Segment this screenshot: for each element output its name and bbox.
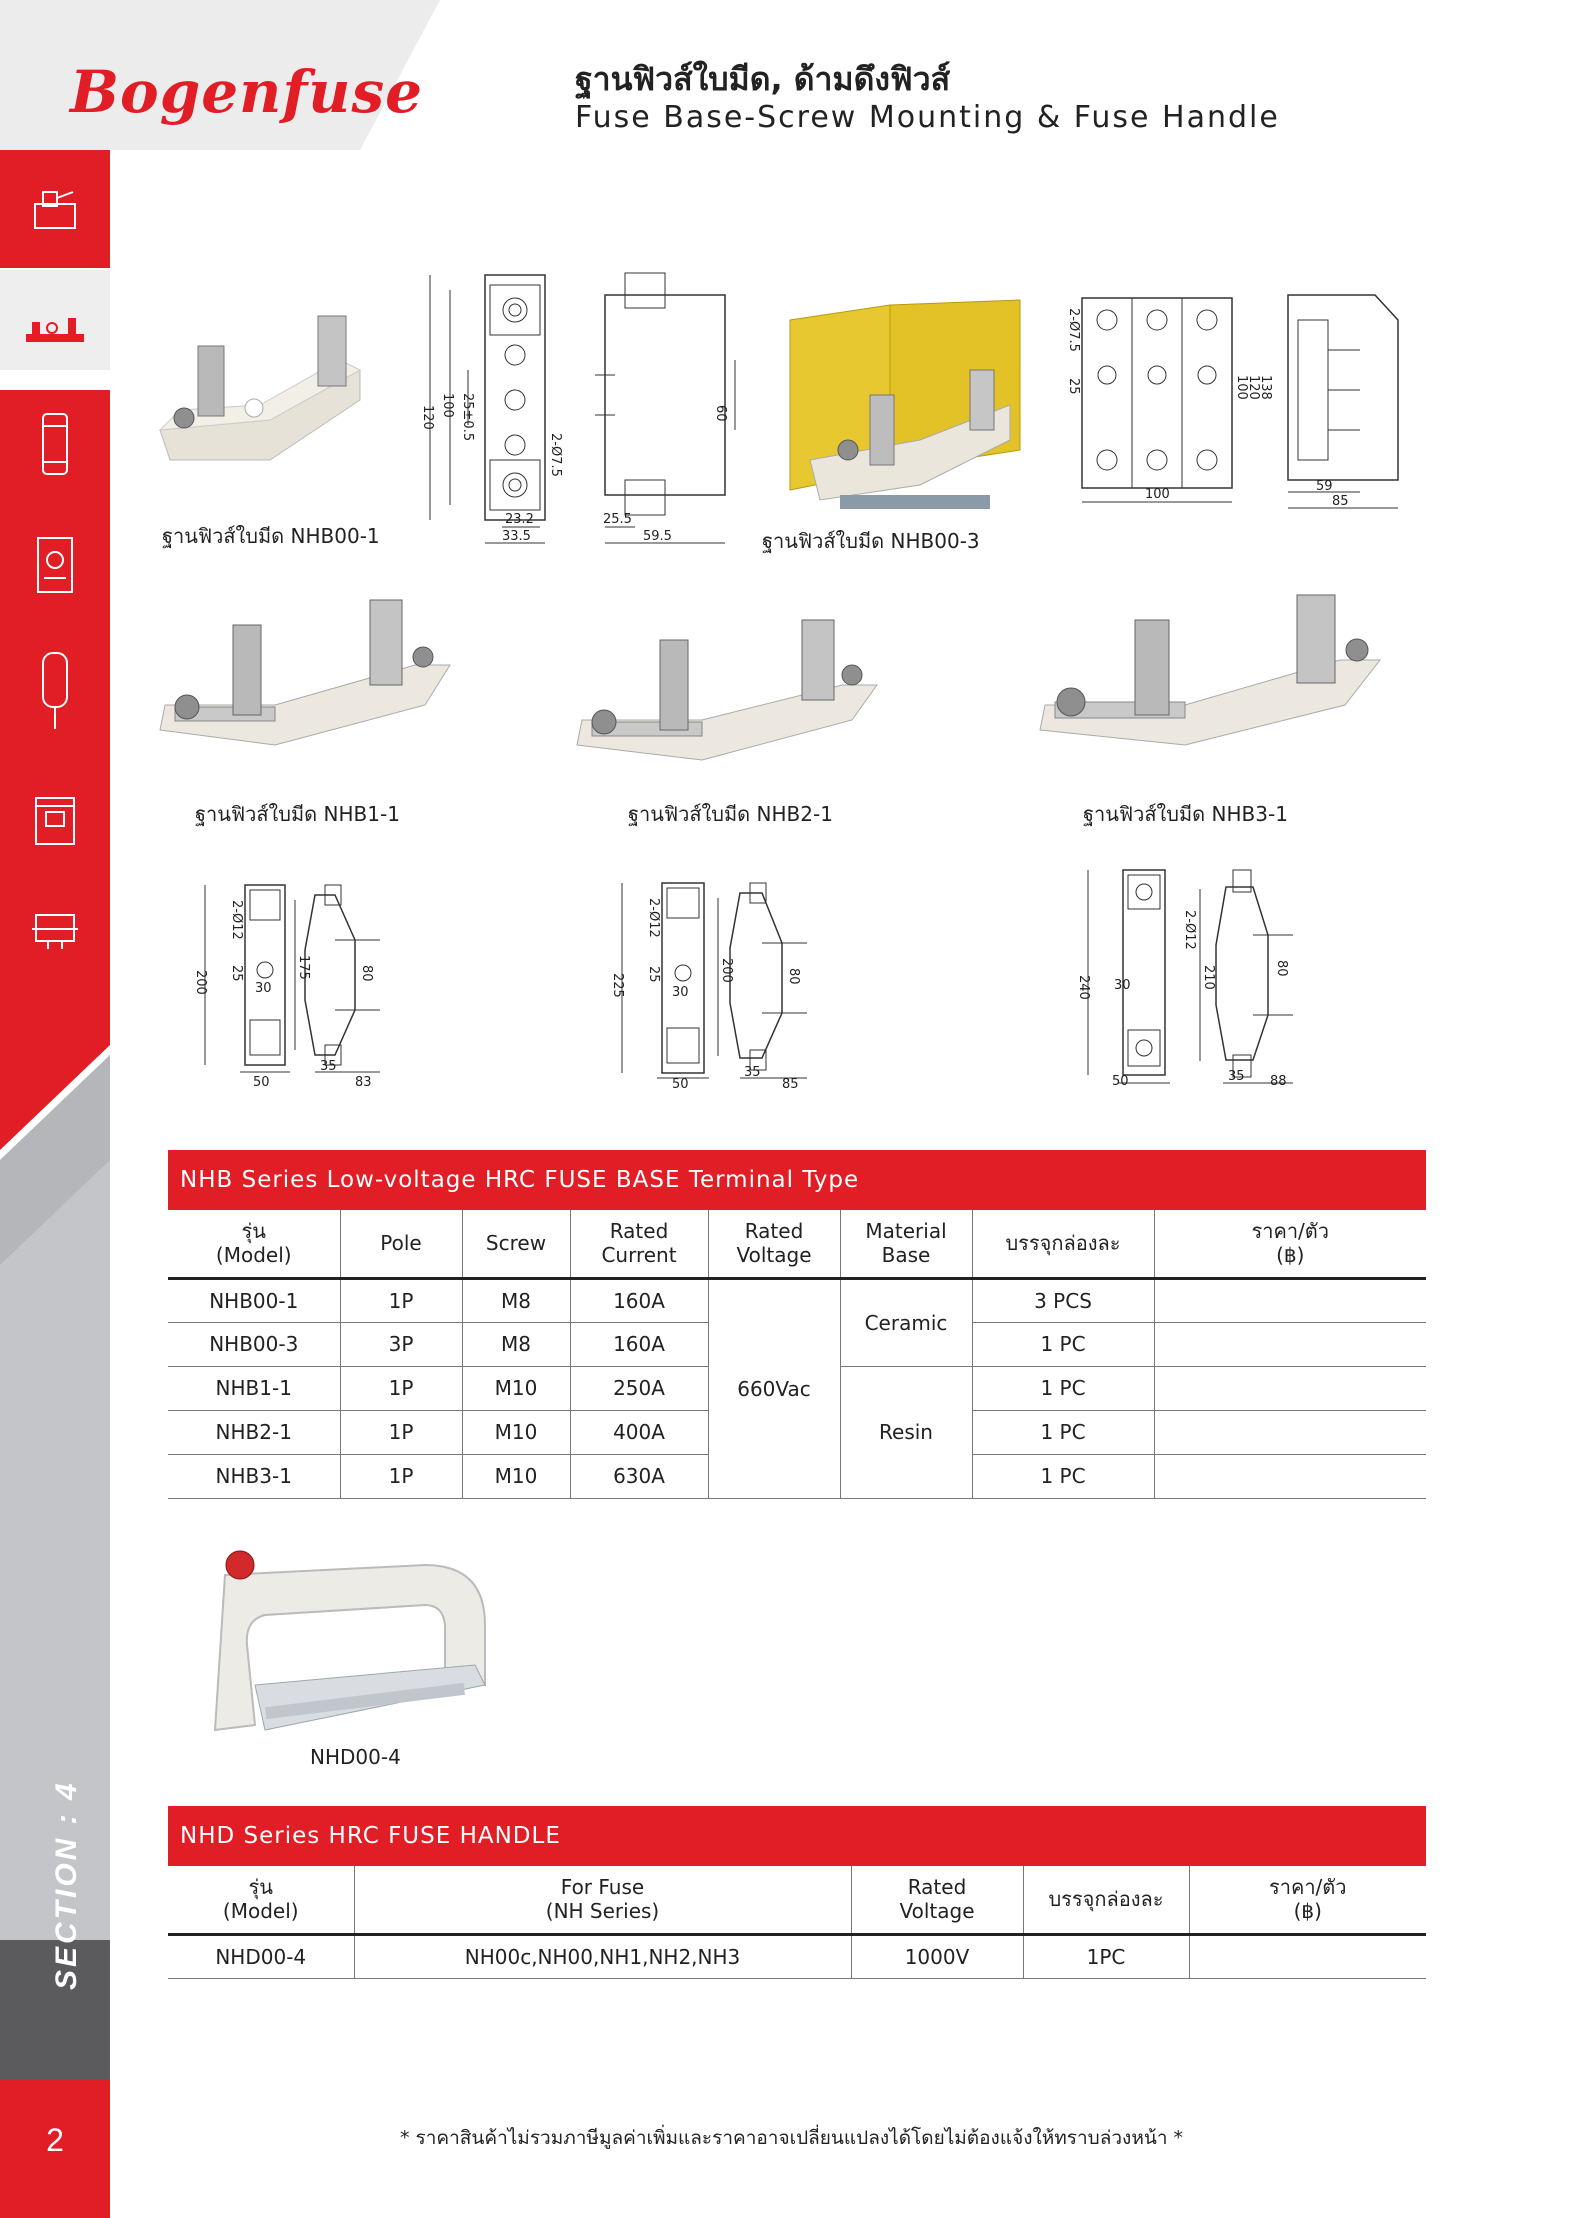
dim-dia-1: 2-Ø12 [229, 900, 244, 940]
dim-35-1: 35 [320, 1059, 337, 1074]
nhb00-3-photo [770, 300, 1030, 530]
dim-59-5: 59.5 [643, 529, 672, 544]
sidebar-item-socket[interactable] [0, 895, 110, 965]
sidebar-item-fuse-holder[interactable] [0, 165, 110, 255]
col-model: รุ่น (Model) [168, 1210, 340, 1278]
section-label: SECTION : 4 [50, 1780, 83, 1990]
nhb-table-title: NHB Series Low-voltage HRC FUSE BASE Terminal Type [168, 1150, 1426, 1210]
dim-35-2: 35 [744, 1065, 761, 1080]
cell-material-resin: Resin [840, 1366, 972, 1498]
dim-200-1: 200 [193, 970, 208, 995]
dim-138-3: 138 [1258, 375, 1273, 400]
page-header [0, 0, 1581, 150]
breaker-icon [30, 790, 80, 850]
table-row: NHB2-1 1P M10 400A 1 PC [168, 1410, 1426, 1454]
nhb3-1-photo [1035, 590, 1385, 770]
col-pack: บรรจุกล่องละ [1023, 1866, 1189, 1934]
table-row: NHB1-1 1P M10 250A Resin 1 PC [168, 1366, 1426, 1410]
fuse-base-icon [20, 310, 90, 350]
dim-50-2: 50 [672, 1077, 689, 1092]
switch-icon [30, 530, 80, 600]
price-disclaimer: * ราคาสินค้าไม่รวมภาษีมูลค่าเพิ่มและราคาอาจเปลี่ยนแปลงได้โดยไม่ต้องแจ้งให้ทราบล่วงหน้า * [400, 2127, 1184, 2149]
dim-80-2: 80 [786, 968, 801, 985]
col-for-fuse: For Fuse (NH Series) [354, 1866, 851, 1934]
nhb00-1-photo [150, 310, 370, 490]
dim-30-2: 30 [672, 985, 689, 1000]
col-screw: Screw [462, 1210, 570, 1278]
dim-225-2: 225 [610, 973, 625, 998]
caption-nhb00-3: ฐานฟิวส์ใบมีด NHB00-3 [762, 529, 980, 553]
dim-88-3b: 88 [1270, 1074, 1287, 1089]
nhb3-1-drawing [1078, 865, 1298, 1090]
nhb2-1-photo [572, 620, 882, 780]
col-pole: Pole [340, 1210, 462, 1278]
socket-icon [28, 907, 82, 953]
cell-material-ceramic: Ceramic [840, 1278, 972, 1366]
nhb00-1-side-drawing [585, 265, 750, 555]
dim-w100-3: 100 [1145, 487, 1170, 502]
sidebar-item-switch[interactable] [0, 520, 110, 610]
dim-120: 120 [420, 405, 435, 430]
table-row: NHD00-4 NH00c,NH00,NH1,NH2,NH3 1000V 1PC [168, 1934, 1426, 1978]
nhb1-1-drawing [195, 880, 380, 1090]
nhd-table-title: NHD Series HRC FUSE HANDLE [168, 1806, 1426, 1866]
col-price: ราคา/ตัว (฿) [1154, 1210, 1426, 1278]
dim-35-3b: 35 [1228, 1069, 1245, 1084]
dim-dia-3: 2-Ø7.5 [1066, 308, 1081, 352]
nhb00-3-front-drawing [1060, 290, 1273, 520]
dim-30-3b: 30 [1114, 978, 1131, 993]
dim-59-3: 59 [1316, 479, 1333, 494]
col-rated-voltage: Rated Voltage [708, 1210, 840, 1278]
dim-25-2: 25 [646, 966, 661, 983]
dim-175-1: 175 [296, 955, 311, 980]
dim-200-2: 200 [719, 958, 734, 983]
nhb-spec-table [168, 1210, 1426, 1499]
dim-240-3b: 240 [1076, 975, 1091, 1000]
dim-100: 100 [440, 393, 455, 418]
col-rated-voltage: Rated Voltage [851, 1866, 1023, 1934]
dim-25: 25±0.5 [460, 393, 475, 442]
dim-85-2: 85 [782, 1077, 799, 1092]
caption-nhb3-1: ฐานฟิวส์ใบมีด NHB3-1 [1083, 802, 1288, 826]
dim-83-1: 83 [355, 1075, 372, 1090]
caption-nhd00-4: NHD00-4 [310, 1745, 401, 1769]
nhb00-3-side-drawing [1280, 290, 1410, 520]
nhb2-1-drawing [612, 878, 812, 1090]
cell-voltage: 660Vac [708, 1278, 840, 1498]
page-number: 2 [0, 2080, 110, 2218]
brand-logo: Bogenfuse [70, 58, 424, 126]
dim-210-3b: 210 [1201, 965, 1216, 990]
dim-dia-3b: 2-Ø12 [1182, 910, 1197, 950]
dim-100-3: 100 [1234, 375, 1249, 400]
col-pack: บรรจุกล่องละ [972, 1210, 1154, 1278]
col-model: รุ่น (Model) [168, 1866, 354, 1934]
dim-25-3: 25 [1066, 378, 1081, 395]
nhb00-1-front-drawing [410, 265, 563, 555]
sidebar-item-cylindrical-fuse[interactable] [0, 400, 110, 490]
sidebar-item-fuse-link[interactable] [0, 640, 110, 740]
dim-dia-2: 2-Ø12 [646, 898, 661, 938]
cylindrical-fuse-icon [35, 410, 75, 480]
nhd00-4-photo [185, 1535, 505, 1755]
caption-nhb1-1: ฐานฟิวส์ใบมีด NHB1-1 [195, 802, 400, 826]
col-material: Material Base [840, 1210, 972, 1278]
nhd-spec-table [168, 1866, 1426, 1979]
dim-80-3b: 80 [1274, 960, 1289, 977]
table-row: NHB00-1 1P M8 160A 660Vac Ceramic 3 PCS [168, 1278, 1426, 1322]
sidebar-item-breaker[interactable] [0, 780, 110, 860]
dim-60: 60 [713, 405, 728, 422]
table-row: NHB00-3 3P M8 160A 1 PC [168, 1322, 1426, 1366]
fuse-link-icon [35, 645, 75, 735]
dim-25-1: 25 [229, 965, 244, 982]
dim-33: 33.5 [502, 529, 531, 544]
dim-80-1: 80 [359, 965, 374, 982]
dim-120-3: 120 [1246, 375, 1261, 400]
table-row: NHB3-1 1P M10 630A 1 PC [168, 1454, 1426, 1498]
page-title-english: Fuse Base-Screw Mounting & Fuse Handle [575, 100, 1280, 135]
caption-nhb00-1: ฐานฟิวส์ใบมีด NHB00-1 [162, 524, 380, 548]
sidebar-item-fuse-base[interactable] [0, 290, 110, 370]
dim-23: 23.2 [505, 512, 534, 527]
dim-30-1: 30 [255, 981, 272, 996]
dim-85-3: 85 [1332, 494, 1349, 509]
col-rated-current: Rated Current [570, 1210, 708, 1278]
dim-dia: 2-Ø7.5 [548, 433, 563, 477]
nhb1-1-photo [155, 595, 455, 765]
dim-50-1: 50 [253, 1075, 270, 1090]
dim-25-5: 25.5 [603, 512, 632, 527]
col-price: ราคา/ตัว (฿) [1189, 1866, 1426, 1934]
fuse-holder-icon [27, 184, 83, 236]
dim-50-3b: 50 [1112, 1074, 1129, 1089]
page-title-thai: ฐานฟิวส์ใบมีด, ด้ามดึงฟิวส์ [575, 60, 951, 98]
caption-nhb2-1: ฐานฟิวส์ใบมีด NHB2-1 [628, 802, 833, 826]
